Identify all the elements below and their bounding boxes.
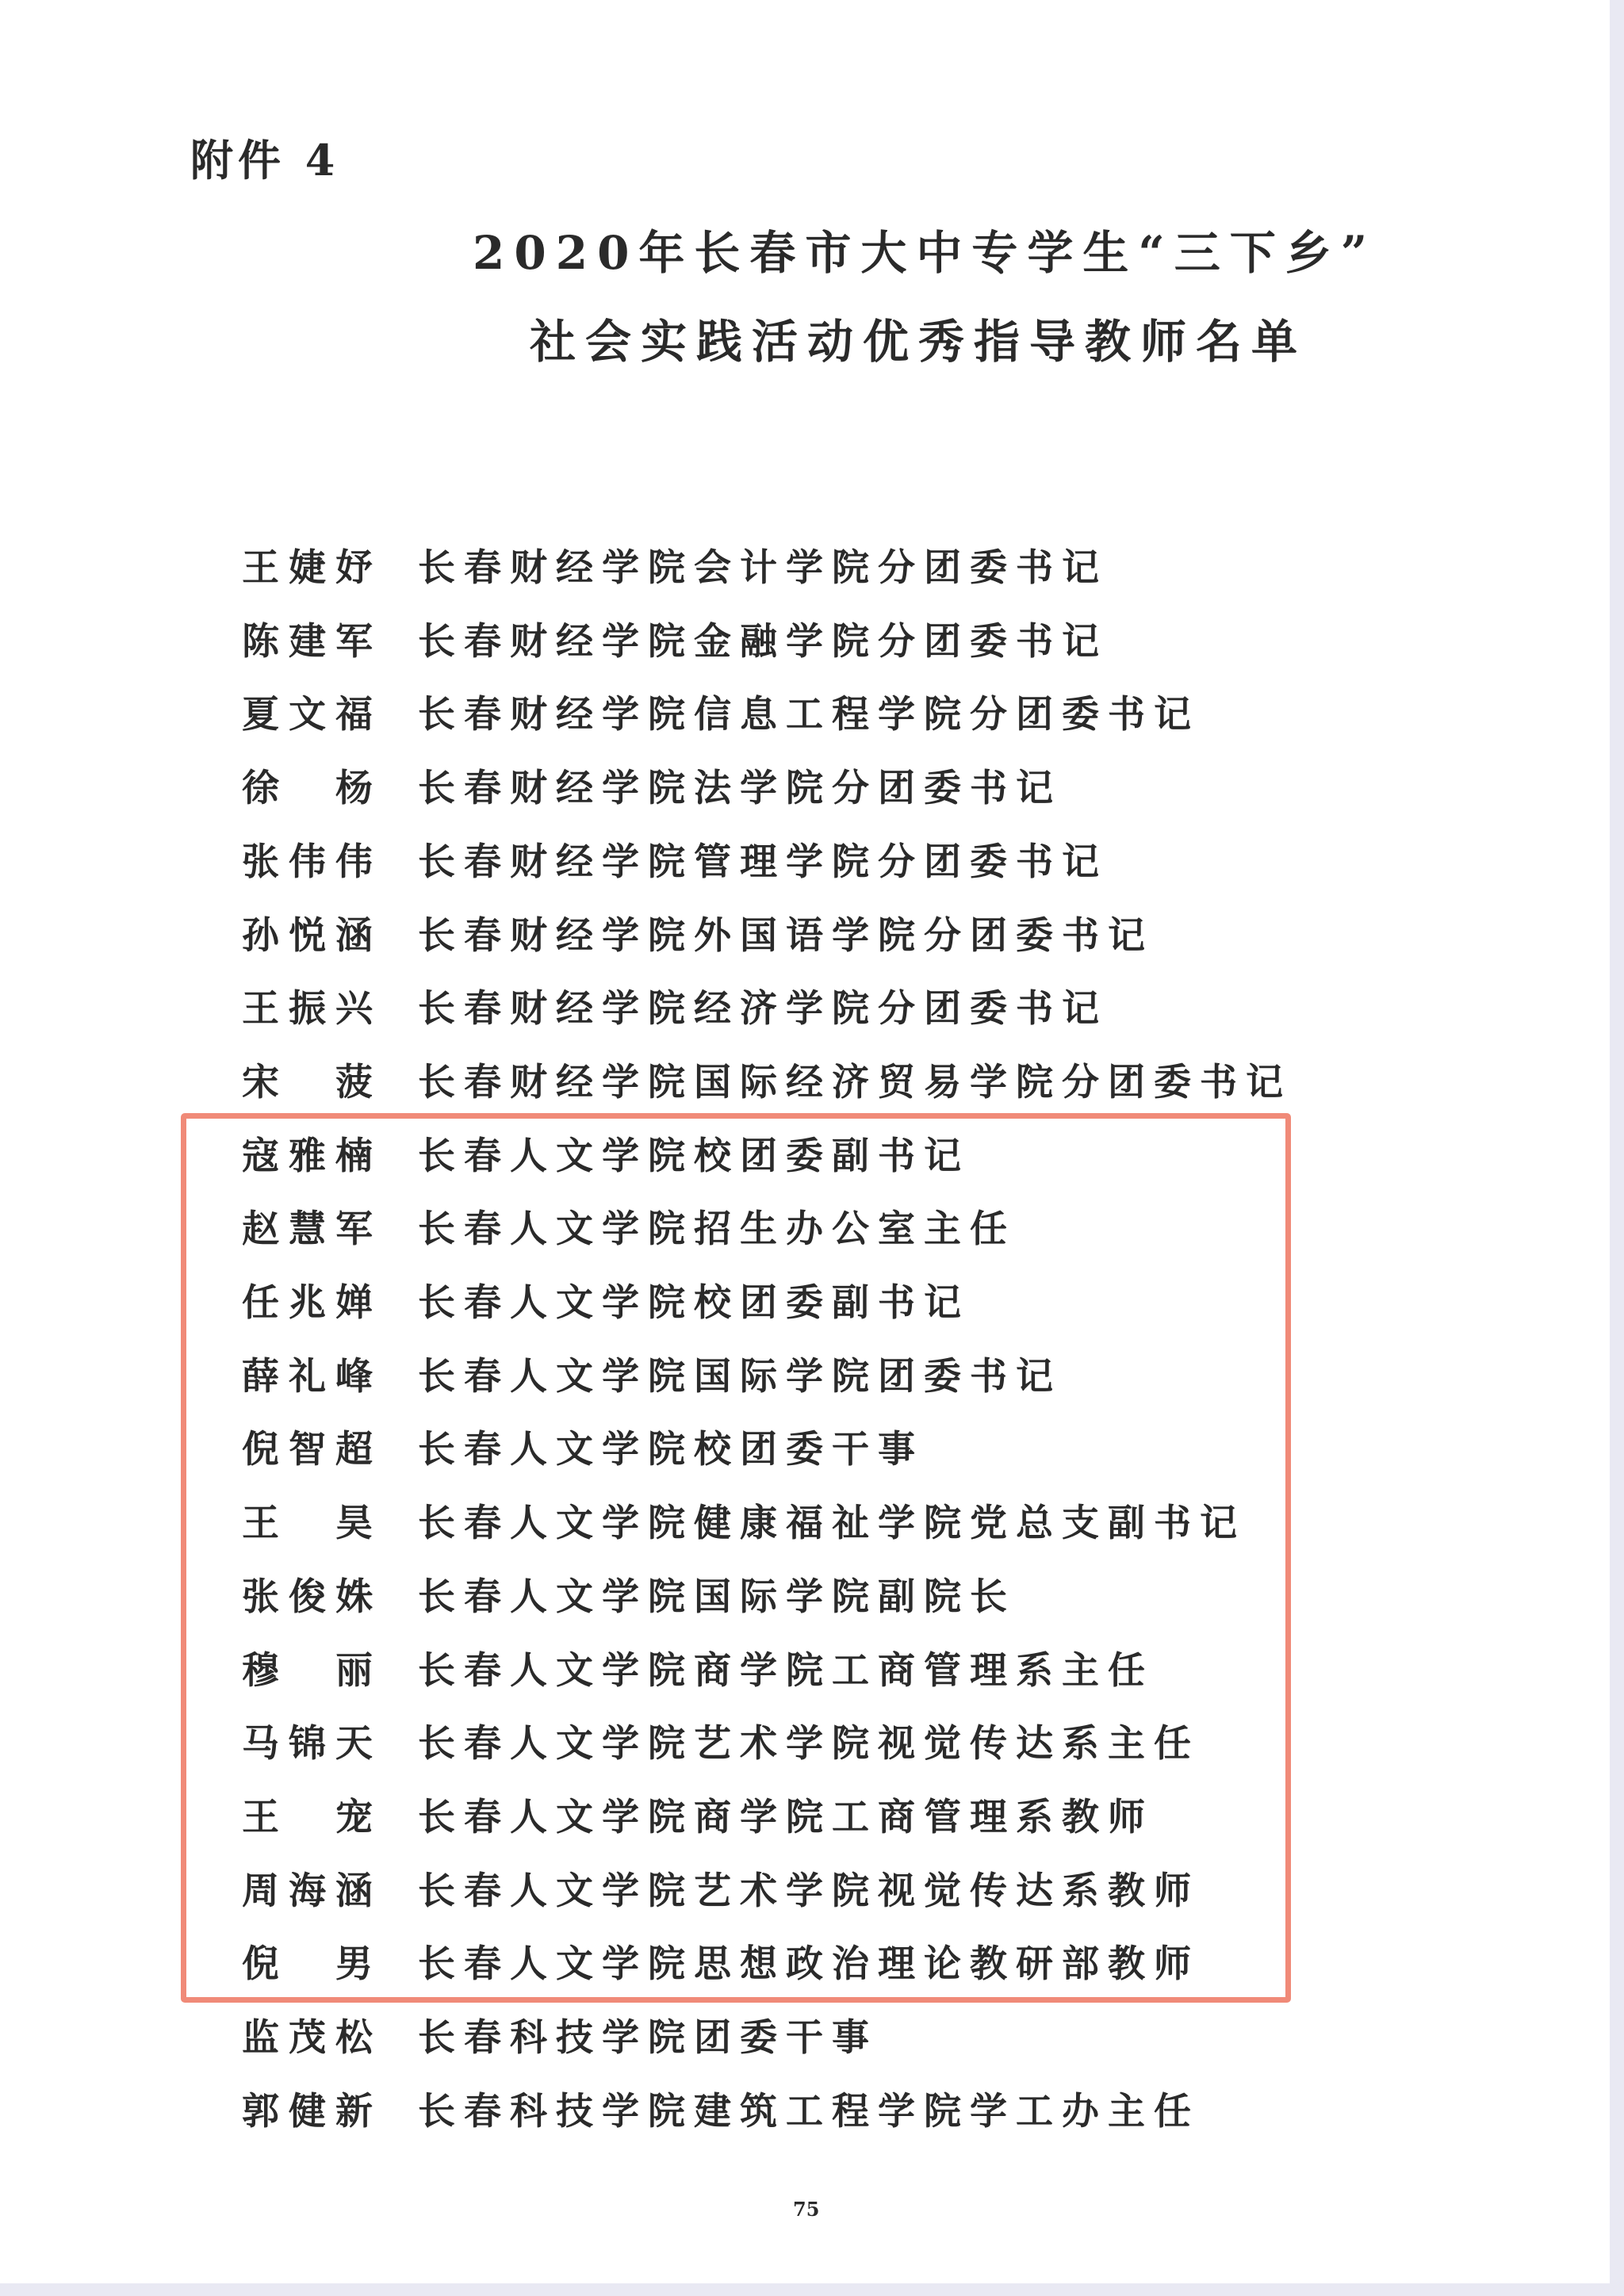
teacher-position: 长春人文学院国际学院副院长 bbox=[418, 1575, 1016, 1619]
teacher-name: 寇 雅 楠 bbox=[242, 1134, 373, 1178]
list-item bbox=[242, 537, 1108, 592]
teacher-position: 长春人文学院艺术学院视觉传达系主任 bbox=[418, 1721, 1200, 1766]
teacher-name: 赵 慧 军 bbox=[242, 1207, 373, 1251]
list-item bbox=[242, 2080, 1200, 2136]
teacher-name: 张 俊 姝 bbox=[242, 1575, 373, 1619]
teacher-name: 孙 悦 涵 bbox=[242, 913, 373, 958]
list-item bbox=[242, 1051, 1292, 1107]
teacher-position: 长春财经学院法学院分团委书记 bbox=[418, 766, 1062, 810]
list-item bbox=[242, 831, 1108, 886]
list-item bbox=[242, 683, 1200, 739]
teacher-position: 长春财经学院国际经济贸易学院分团委书记 bbox=[418, 1060, 1292, 1104]
document-title-line-1: 2020年长春市大中专学生“三下乡” bbox=[473, 226, 1377, 280]
list-item bbox=[242, 905, 1154, 960]
document-title-line-2: 社会实践活动优秀指导教师名单 bbox=[530, 315, 1308, 369]
teacher-name: 王 昊 bbox=[242, 1501, 373, 1545]
teacher-position: 长春财经学院金融学院分团委书记 bbox=[418, 619, 1108, 664]
teacher-position: 长春财经学院经济学院分团委书记 bbox=[418, 986, 1108, 1031]
teacher-name: 徐 杨 bbox=[242, 766, 373, 810]
teacher-name: 夏 文 福 bbox=[242, 692, 373, 737]
teacher-position: 长春财经学院信息工程学院分团委书记 bbox=[418, 692, 1200, 737]
teacher-position: 长春科技学院建筑工程学院学工办主任 bbox=[418, 2089, 1200, 2133]
teacher-name: 倪 智 超 bbox=[242, 1427, 373, 1471]
teacher-position: 长春科技学院团委干事 bbox=[418, 2015, 878, 2060]
teacher-position: 长春人文学院国际学院团委书记 bbox=[418, 1354, 1062, 1399]
teacher-name: 宋 菠 bbox=[242, 1060, 373, 1104]
teacher-name: 王 宠 bbox=[242, 1795, 373, 1839]
teacher-position: 长春人文学院校团委干事 bbox=[418, 1427, 924, 1471]
teacher-position: 长春人文学院思想政治理论教研部教师 bbox=[418, 1942, 1200, 1986]
teacher-position: 长春人文学院商学院工商管理系主任 bbox=[418, 1648, 1154, 1693]
teacher-name: 王 振 兴 bbox=[242, 986, 373, 1031]
attachment-label: 附件 4 bbox=[190, 135, 340, 186]
list-item bbox=[242, 978, 1108, 1033]
list-item bbox=[242, 757, 1062, 813]
teacher-name: 任 兆 婵 bbox=[242, 1280, 373, 1325]
teacher-name: 监 茂 松 bbox=[242, 2015, 373, 2060]
teacher-name: 马 锦 天 bbox=[242, 1721, 373, 1766]
teacher-position: 长春财经学院管理学院分团委书记 bbox=[418, 840, 1108, 884]
teacher-name: 王 婕 妤 bbox=[242, 545, 373, 590]
teacher-name: 周 海 涵 bbox=[242, 1869, 373, 1913]
teacher-position: 长春人文学院校团委副书记 bbox=[418, 1134, 970, 1178]
teacher-name: 薛 礼 峰 bbox=[242, 1354, 373, 1399]
teacher-position: 长春人文学院健康福祉学院党总支副书记 bbox=[418, 1501, 1246, 1545]
list-item bbox=[242, 2007, 878, 2062]
page-number: 75 bbox=[793, 2198, 820, 2221]
list-item bbox=[242, 610, 1108, 666]
teacher-name: 穆 丽 bbox=[242, 1648, 373, 1693]
teacher-position: 长春财经学院会计学院分团委书记 bbox=[418, 545, 1108, 590]
teacher-position: 长春人文学院校团委副书记 bbox=[418, 1280, 970, 1325]
teacher-name: 倪 男 bbox=[242, 1942, 373, 1986]
teacher-position: 长春人文学院商学院工商管理系教师 bbox=[418, 1795, 1154, 1839]
teacher-position: 长春人文学院艺术学院视觉传达系教师 bbox=[418, 1869, 1200, 1913]
teacher-name: 张 伟 伟 bbox=[242, 840, 373, 884]
teacher-name: 陈 建 军 bbox=[242, 619, 373, 664]
teacher-position: 长春人文学院招生办公室主任 bbox=[418, 1207, 1016, 1251]
teacher-name: 郭 健 新 bbox=[242, 2089, 373, 2133]
teacher-position: 长春财经学院外国语学院分团委书记 bbox=[418, 913, 1154, 958]
highlight-box bbox=[181, 1113, 1291, 2003]
